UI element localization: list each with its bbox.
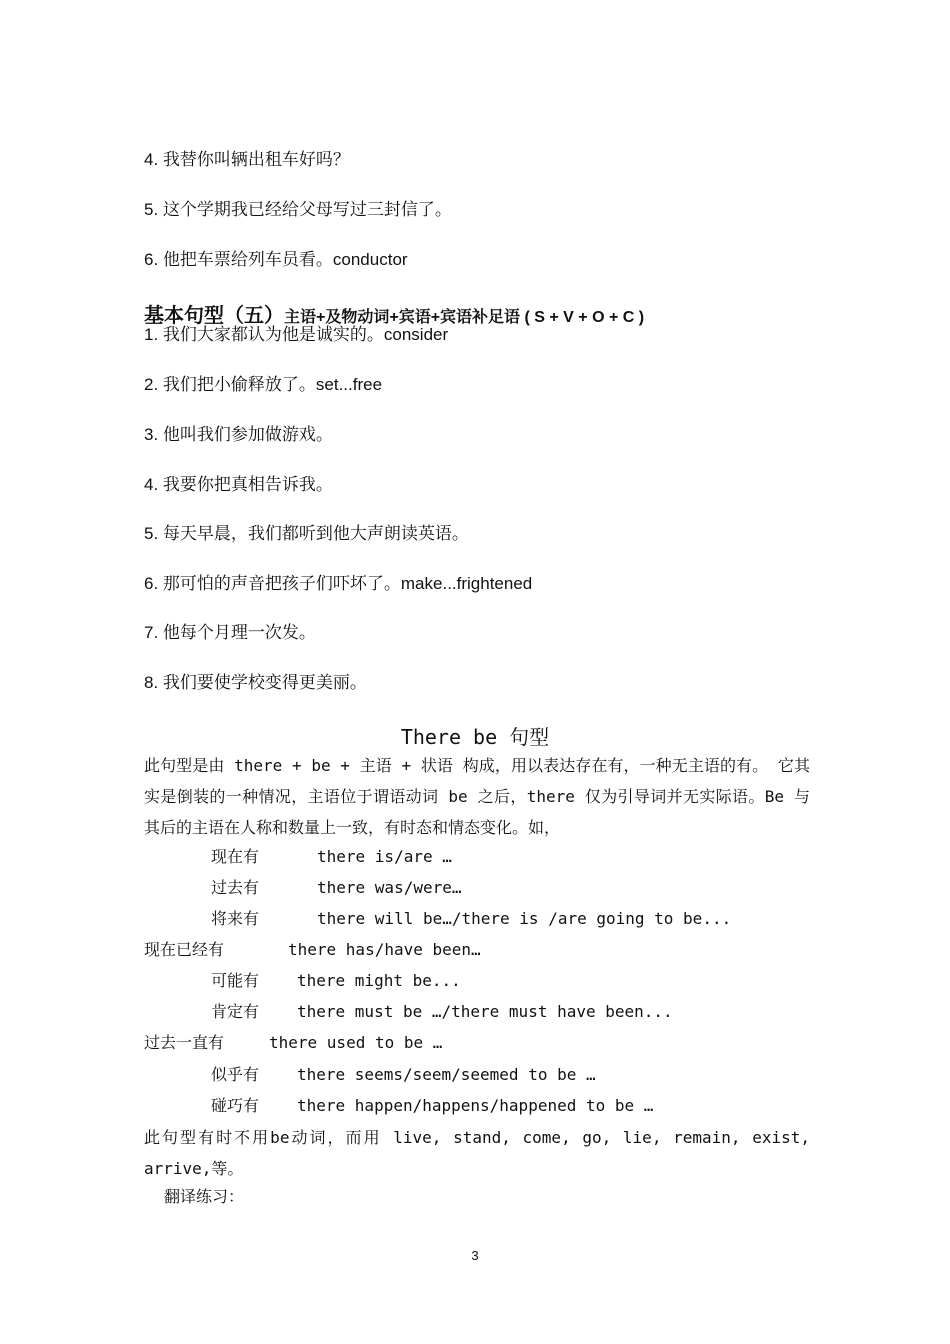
pattern-form: there might be...: [297, 971, 461, 990]
pattern-row: [211, 877, 462, 899]
exercise-item: 4. 我要你把真相告诉我。: [144, 475, 333, 494]
pattern-form: there was/were…: [317, 878, 462, 897]
pattern-form: there will be…/there is /are going to be...: [317, 909, 732, 928]
pattern-meaning: 过去一直有: [144, 1033, 225, 1052]
pattern-meaning: 过去有: [211, 878, 260, 897]
there-be-intro: 此句型是由 there + be + 主语 + 状语 构成，用以表达存在有，一种无主语的有。 它其实是倒装的一种情况，主语位于谓语动词 be 之后，there 仅为引导词并无实际语。Be 与其后的主语在人称和数量上一致，有时态和情态变化。如，: [144, 756, 810, 837]
pattern-form: there has/have been…: [288, 940, 481, 959]
pattern-row: [211, 970, 461, 992]
section-heading-pattern: 主语+及物动词+宾语+宾语补足语 ( S + V + O + C ): [284, 309, 645, 326]
pattern-meaning: 似乎有: [211, 1065, 260, 1084]
there-be-title: There be 句型: [400, 725, 550, 749]
exercise-item: 5. 每天早晨，我们都听到他大声朗读英语。: [144, 524, 469, 543]
exercise-item: 2. 我们把小偷释放了。set...free: [144, 375, 383, 394]
pattern-meaning: 肯定有: [211, 1002, 260, 1021]
exercise-item: 4. 我替你叫辆出租车好吗？: [144, 150, 350, 169]
exercise-item: 6. 那可怕的声音把孩子们吓坏了。make...frightened: [144, 574, 533, 593]
pattern-row: [144, 1032, 442, 1054]
pattern-row: [211, 1095, 653, 1117]
pattern-row: [211, 1064, 596, 1086]
pattern-row: [211, 846, 452, 868]
pattern-meaning: 现在有: [211, 847, 260, 866]
exercise-item: 5. 这个学期我已经给父母写过三封信了。: [144, 200, 452, 219]
pattern-meaning: 现在已经有: [144, 940, 225, 959]
pattern-row: [211, 908, 731, 930]
pattern-form: there is/are …: [317, 847, 452, 866]
exercise-label: 翻译练习：: [164, 1187, 245, 1206]
exercise-item: 6. 他把车票给列车员看。conductor: [144, 250, 408, 269]
pattern-form: there happen/happens/happened to be …: [297, 1096, 654, 1115]
exercise-item: 7. 他每个月理一次发。: [144, 623, 316, 642]
section-heading-main: 基本句型（五）: [144, 305, 284, 327]
pattern-form: there used to be …: [269, 1033, 443, 1052]
pattern-meaning: 可能有: [211, 971, 260, 990]
exercise-item: 8. 我们要使学校变得更美丽。: [144, 673, 367, 692]
page-number: 3: [471, 1248, 479, 1263]
pattern-row: [144, 939, 481, 961]
exercise-item: 3. 他叫我们参加做游戏。: [144, 425, 333, 444]
there-be-note: 此句型有时不用be动词，而用 live, stand, come, go, lie, remain, exist, arrive,等。: [144, 1128, 810, 1178]
pattern-row: [211, 1001, 673, 1023]
pattern-form: there must be …/there must have been...: [297, 1002, 673, 1021]
pattern-meaning: 将来有: [211, 909, 260, 928]
pattern-meaning: 碰巧有: [211, 1096, 260, 1115]
exercise-item: 1. 我们大家都认为他是诚实的。consider: [144, 325, 449, 344]
pattern-form: there seems/seem/seemed to be …: [297, 1065, 596, 1084]
